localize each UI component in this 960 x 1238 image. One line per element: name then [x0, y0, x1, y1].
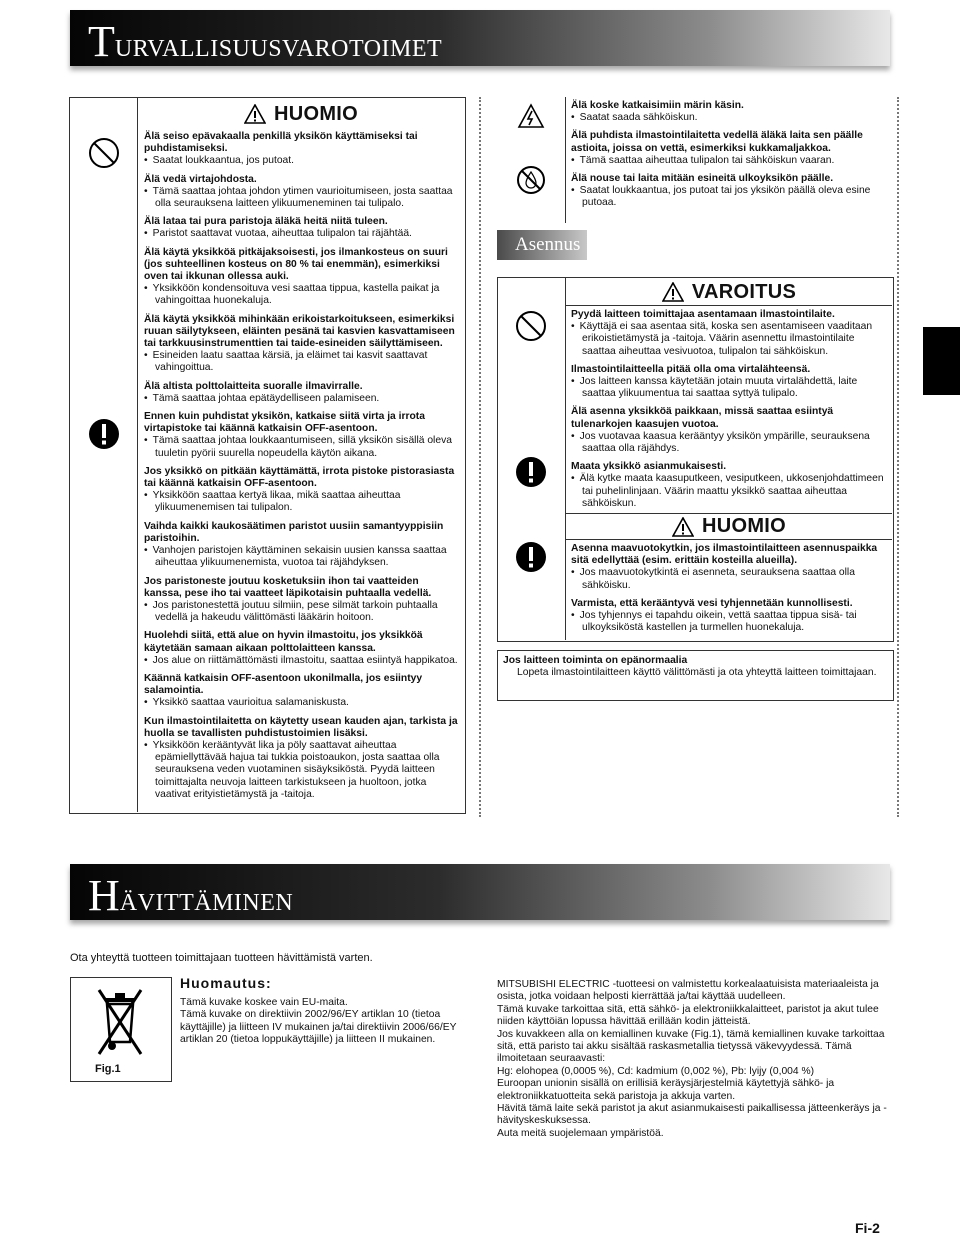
malfunction-text: Jos laitteen toiminta on epänormaalia Lopeta ilmastointilaitteen käyttö välittömästi ja ota yhteyttä laitteen toimittajaan. [503, 655, 877, 679]
mandatory-action-icon [515, 541, 547, 573]
section-heading-asennus: Asennus [497, 230, 587, 260]
section-title-disposal: HÄVITTÄMINEN [88, 871, 294, 920]
crossed-out-bin-icon [85, 984, 155, 1064]
chapter-tab [923, 327, 960, 395]
note-text: Tämä kuvake koskee vain EU-maita. Tämä kuvake on direktiivin 2002/96/EY artiklan 10 (tietoa käyttäjille) ja liitteen IV mukainen ja/tai direktiivin 2006/66/EY artiklan 20 (tietoa loppukäyttäjille) ja liitteen II mukainen. [180, 997, 457, 1046]
warning-triangle-icon [672, 517, 694, 537]
mandatory-action-icon [515, 456, 547, 488]
warning-triangle-icon [662, 282, 684, 302]
huomio-header-left: HUOMIO [138, 101, 464, 127]
note-heading: Huomautus: [180, 975, 272, 991]
right-top-text: Älä koske katkaisimiin märin käsin. • Saatat saada sähköiskun. Älä puhdista ilmastointilaitetta vedellä äläkä laita sen päälle astioita, joissa on vettä, esimerkiksi kukkamaljakkoa. • Tämä saattaa aiheuttaa tulipalon tai sähköiskun vaaran. Älä nouse tai laita mitään esineitä ulkoyksikön päälle. • Saatat loukkaantua, jos putoat tai jos yksikön päällä oleva esine putoaa. [571, 100, 891, 216]
section-title-safety: TURVALLISUUSVAROTOIMET [88, 17, 443, 66]
page-number: Fi-2 [855, 1220, 880, 1236]
varoitus-header: VAROITUS [566, 280, 892, 304]
huomio2-header-divider [565, 539, 892, 540]
prohibition-icon [515, 310, 547, 342]
prohibition-icon [88, 137, 120, 169]
section-banner-disposal [70, 864, 890, 920]
column-separator [479, 97, 481, 817]
weee-figure [70, 977, 172, 1082]
huomio-left-text: Älä seiso epävakaalla penkillä yksikön käyttämiseksi tai puhdistamiseksi. • Saatat loukkaantua, jos putoat. Älä vedä virtajohdosta. • Tämä saattaa johtaa johdon ytimen vaurioitumiseen, josta saattaa olla seurauksena laitteen ylikuumeneminen tai tulipalo. Älä lataa tai pura paristoja äläkä heitä niitä tuleen. • Paristot saattavat vuotaa, aiheuttaa tulipalon tai räjähtää. Älä käytä yksikköä pitkäjaksoisesti, jos ilmankosteus on suuri (jos suhteellinen kosteus on 80 % tai enemmän), esimerkiksi oven tai ikkunan ollessa auki. • Yksikköön kondensoituva vesi saattaa tippua, kastella paikat ja vahingoittaa huonekaluja. Älä käytä yksikköä mihinkään erikoistarkoitukseen, esimerkiksi ruuan säilytykseen, eläinten pesänä tai kasvien kasvattamiseen tai tarkkuusinstrumenttien tai taide-esineiden säilyttämiseen. • Esineiden laatu saattaa kärsiä, ja eläimet tai kasvit saattavat vahingoittua. Älä altista polttolaitteita suoralle ilmavirralle. • Tämä saattaa johtaa epätäydelliseen palamiseen. Ennen kuin puhdistat yksikön, katkaise siitä virta ja irrota virtapistoke tai käännä katkaisin OFF-asentoon. • Tämä saattaa johtaa loukkaantumiseen, sillä yksikön sisällä oleva tuuletin pyörii suurella nopeudella käytön aikana. Jos yksikkö on pitkään käyttämättä, irrota pistoke pistorasiasta tai käännä katkaisin OFF-asentoon. • Yksikköön saattaa kertyä likaa, mikä saattaa aiheuttaa ylikuumenemisen tai tulipalon. Vaihda kaikki kaukosäätimen paristot uusiin samantyyppisiin paristoihin. • Vanhojen paristojen käyttäminen sekaisin uusien kanssa saattaa aiheuttaa ylikuumenemista, vuotoa tai räjähdyksen. Jos paristoneste joutuu kosketuksiin ihon tai vaatteiden kanssa, pese iho tai vaatteet läpikotaisin puhtaalla vedellä. • Jos paristonestettä joutuu silmiin, pese silmät tarkoin puhtaalla vedellä ja hakeudu välittömästi lääkärin hoitoon. Huolehdi siitä, että alue on hyvin ilmastoitu, jos yksikköä käytetään samaan aikaan polttolaitteen kanssa. • Jos alue on riittämättömästi ilmastoitu, saattaa esiintyä happikatoa. Käännä katkaisin OFF-asentoon ukonilmalla, jos esiintyy salamointia. • Yksikkö saattaa vaurioitua salamaniskusta. Kun ilmastointilaitetta on käytetty usean kauden ajan, tarkista ja huolla se tavallisten puhdistustoimien lisäksi. • Yksikköön kerääntyvät lika ja pöly saattavat aiheuttaa epämiellyttävää hajua tai tukkia poistoaukon, josta saattaa olla seurauksena veden vuotaminen sisäyksiköstä. Pyydä laitteen toimittajalta neuvoja laitteen tarkistukseen ja huoltoon, jotka vaativat erityistietämystä ja -taitoja. [144, 131, 458, 807]
column-separator-right [897, 97, 899, 817]
huomio-box-left-icon-column [69, 97, 138, 812]
disposal-intro: Ota yhteyttä tuotteen toimittajaan tuotteen hävittämistä varten. [70, 952, 373, 964]
varoitus-text: Pyydä laitteen toimittajaa asentamaan ilmastointilaite. • Käyttäjä ei saa asentaa sitä, koska sen asentamiseen vaaditaan erikoistietämystä ja -taitoja. Väärin asennettu ilmastointilaite saattaa aiheuttaa vesivuotoa, tulipalon tai sähköiskun. Ilmastointilaitteella pitää olla oma virtalähteensä. • Jos laitteen kanssa käytetään jotain muuta virtalähdettä, laite saattaa ylikuumentua tai saattaa syttyä tulipalo. Älä asenna yksikköä paikkaan, missä saattaa esiintyä tulenarkojen kaasujen vuotoa. • Jos vuotavaa kaasua kerääntyy yksikön ympärille, seurauksena saattaa olla räjähdys. Maata yksikkö asianmukaisesti. • Älä kytke maata kaasuputkeen, vesiputkeen, ukkosenjohdattimeen tai puhelinlinjaan. Väärin maattu yksikkö saattaa aiheuttaa sähköiskun. [571, 309, 889, 516]
huomio-header-right: HUOMIO [566, 514, 892, 539]
disposal-text: MITSUBISHI ELECTRIC -tuotteesi on valmistettu korkealaatuisista materiaaleista ja osista, jotka voidaan helposti kierrättää ja/tai käyttää uudelleen. Tämä kuvake tarkoittaa sitä, että sähkö- ja elektroniikkalaitteet, paristot ja akut tulee niiden käyttöiän lopussa hävittää erillään kodin jätteistä. Jos kuvakkeen alla on kemiallinen kuvake (Fig.1), tämä kemiallinen kuvake tarkoittaa sitä, että paristo tai akku sisältää raskasmetallia tietyssä väkevyydessä. Tämä ilmoitetaan seuraavasti: Hg: elohopea (0,0005 %), Cd: kadmium (0,002 %), Pb: lyijy (0,004 %) Euroopan unionin sisällä on erillisiä keräysjärjestelmiä käytettyjä sähkö- ja elektroniikkatuotteita sekä paristoja ja akkuja varten. Hävitä tämä laite sekä paristot ja akut asianmukaisesti paikallisessa jätteenkeräys ja -hävityskeskuksessa. Auta meitä suojelemaan ympäristöä. [497, 979, 887, 1139]
section-banner-safety [70, 10, 890, 66]
warning-triangle-icon [244, 104, 266, 124]
figure-label: Fig.1 [95, 1063, 121, 1075]
no-water-icon [516, 165, 546, 195]
huomio2-text: Asenna maavuotokytkin, jos ilmastointilaitteen asennuspaikka sitä edellyttää (esim. erittäin kosteilla alueilla). • Jos maavuotokytkintä ei asenneta, seurauksena saattaa olla sähköisku. Varmista, että kerääntyvä vesi tyhjennetään kunnollisesti. • Jos tyhjennys ei tapahdu oikein, vettä saattaa tippua sisä- tai ulkoyksiköstä kastellen ja turmellen huonekaluja. [571, 543, 889, 640]
mandatory-action-icon [88, 418, 120, 450]
electric-shock-warning-icon [517, 103, 545, 129]
varoitus-header-divider [565, 305, 892, 306]
